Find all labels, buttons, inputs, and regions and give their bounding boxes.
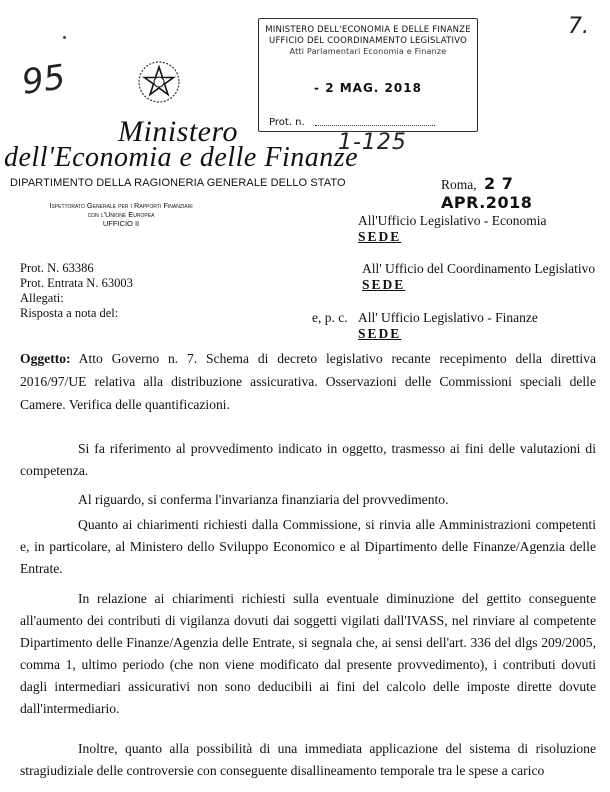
inspectorate-block [36,201,206,228]
stamp-date: - 2 MAG. 2018 [314,81,422,95]
recipient-3-name: All' Ufficio Legislativo - Finanze [358,310,538,325]
date-stamp: 2 7 APR.2018 [441,174,533,212]
handwritten-number: 95 [19,57,68,103]
department-name: DIPARTIMENTO DELLA RAGIONERIA GENERALE DELLO STATO [10,177,346,189]
handwritten-prot-number: 1-125 [338,130,407,155]
recipient-1-sede: SEDE [358,229,402,244]
recipient-2-name: All' Ufficio del Coordinamento Legislativo [362,261,596,276]
stamp-line-1: MINISTERO DELL'ECONOMIA E DELLE FINANZE [265,25,471,35]
inspectorate-line-1: Ispettorato Generale per i Rapporti Finanziari [49,201,193,210]
recipient-3-sede: SEDE [358,326,402,341]
reception-stamp [258,18,478,132]
pen-dot [63,36,66,39]
inspectorate-line-3: UFFICIO II [102,219,140,228]
subject-text: Atto Governo n. 7. Schema di decreto legislativo recante recepimento della direttiva 2016/97/UE relativa alla distribuzione assicurativa. Osservazioni delle Commissioni speciali delle Camere. Verifica delle quantificazioni. [20,351,596,412]
attachments-label: Allegati: [20,291,64,305]
republic-emblem-icon [137,60,181,104]
recipient-3 [358,310,538,342]
subject-label: Oggetto: [20,351,71,366]
ministry-subtitle: dell'Economia e delle Finanze [4,142,359,173]
ministry-title: Ministero [118,115,239,148]
paragraph-2: Al riguardo, si conferma l'invarianza finanziaria del provvedimento. [78,492,449,507]
paragraph-3: Quanto ai chiarimenti richiesti dalla Commissione, si rinvia alle Amministrazioni competenti e, in particolare, al Ministero dello Sviluppo Economico e al Dipartimento delle Finanze/Agenzia delle Entrate. [20,517,596,576]
city-date [441,174,610,212]
paragraph-5: Inoltre, quanto alla possibilità di una immediata applicazione del sistema di risoluzione stragiudiziale delle controversie con conseguente disallineamento temporale tra le spese a carico [20,741,596,778]
inspectorate-line-2: con l'Unione Europea [87,210,155,219]
protocol-entry: Prot. Entrata N. 63003 [20,276,133,290]
recipient-1 [358,213,547,245]
city-label: Roma, [441,177,477,192]
paragraph-1: Si fa riferimento al provvedimento indicato in oggetto, trasmesso ai fini delle valutazioni di competenza. [20,441,596,478]
recipient-2 [362,261,595,293]
protocol-number: Prot. N. 63386 [20,261,94,275]
recipient-1-name: All'Ufficio Legislativo - Economia [358,213,547,228]
stamp-line-2: UFFICIO DEL COORDINAMENTO LEGISLATIVO [269,36,467,46]
handwritten-mark: 7. [568,14,589,39]
cc-label: e, p. c. [312,310,348,325]
subject-paragraph [20,347,596,416]
stamp-line-3: Atti Parlamentari Economia e Finanze [289,47,447,56]
reply-to-label: Risposta a nota del: [20,306,119,320]
stamp-prot-label: Prot. n. [269,117,305,128]
protocol-block [20,261,133,321]
recipient-2-sede: SEDE [362,277,406,292]
paragraph-4: In relazione ai chiarimenti richiesti sulla eventuale diminuzione del gettito conseguente all'aumento dei contributi di vigilanza dovuti dai soggetti vigilati dall'IVASS, nel rinviare al competente Dipartimento delle Finanze/Agenzia delle Entrate, si segnala che, ai sensi dell'art. 336 del dlgs 209/2005, comma 1, ultimo periodo (che non viene modificato dal presente provvedimento), i contributi dovuti dagli intermediari assicurativi non sono deducibili ai fini del calcolo delle imposte dirette dovute dall'intermediario. [20,591,596,716]
stamp-prot-line [315,125,435,126]
